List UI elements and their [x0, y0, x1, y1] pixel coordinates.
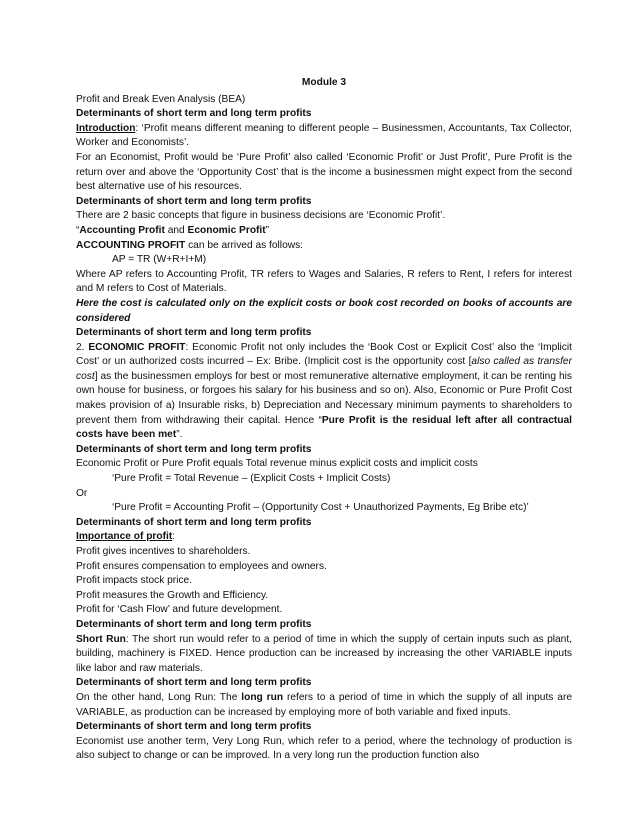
economic-text-1: : Economic Profit not only includes the ‘Book Cost or Explicit Cost’ also the ‘Implicit Cost’ or un authorized costs incurred – Ex: Bribe. (Implicit cost is the opportunity cost [ — [76, 341, 572, 368]
section-heading: Determinants of short term and long term profits — [76, 516, 312, 528]
long-run-text: refers to a period of time in which the supply of all inputs are VARIABLE, as production can be increased by employing more of both variable and fixed inputs. — [76, 691, 572, 718]
list-item: Profit measures the Growth and Efficiency. — [76, 589, 269, 601]
ap-formula: AP = TR (W+R+I+M) — [112, 254, 207, 266]
where-paragraph: Where AP refers to Accounting Profit, TR refers to Wages and Salaries, R refers to Rent, I refers for interest and M refers to Cost of Materials. — [76, 268, 572, 295]
formula-1: ‘Pure Profit = Total Revenue – (Explicit Costs + Implicit Costs) — [112, 473, 391, 485]
section-heading: Determinants of short term and long term profits — [76, 677, 312, 689]
and-word: and — [164, 224, 188, 236]
explicit-cost-note: Here the cost is calculated only on the explicit costs or book cost recorded on books of accounts are considered — [76, 297, 572, 324]
section-heading: Determinants of short term and long term profits — [76, 195, 312, 207]
accounting-definition — [76, 239, 572, 254]
economic-profit-paragraph — [76, 341, 572, 443]
transfer-cost-italic: also called as transfer cost — [76, 356, 572, 382]
section-heading: Determinants of short term and long term profits — [76, 327, 312, 339]
open-quote: “ — [76, 224, 80, 236]
long-run-paragraph — [76, 691, 572, 720]
two-concepts-line: There are 2 basic concepts that figure in business decisions are ‘Economic Profit’. — [76, 210, 446, 222]
or-line: Or — [76, 487, 88, 499]
accounting-label: ACCOUNTING PROFIT — [76, 239, 186, 251]
short-run-text: : The short run would refer to a period of time in which the supply of certain inputs such as plant, building, machinery is FIXED. Hence production can be increased by increasing the other VARIABLE inputs like labor and raw materials. — [76, 633, 572, 674]
short-run-label: Short Run — [76, 633, 126, 645]
importance-colon: : — [172, 531, 176, 543]
concepts-line — [76, 224, 572, 239]
introduction-label: Introduction — [76, 122, 136, 134]
importance-heading-line — [76, 530, 572, 545]
module-title: Module 3 — [301, 77, 347, 88]
section-heading: Determinants of short term and long term profits — [76, 721, 312, 733]
close-quote: ” — [265, 224, 270, 236]
economic-text-2: ] as the businessmen employs for best or most remunerative alternative employment, it can be renting his own house for business, or forgoes his salary for his business and so on). Also, Economic or Pure Profit Cost makes provision of a) Insurable risks, b) Depreciation and Necessary minimum payments to shareholders to prevent them from withdrawing their capital. Hence “ — [76, 370, 572, 426]
list-item: Profit for ‘Cash Flow’ and future development. — [76, 604, 283, 616]
list-item: Profit impacts stock price. — [76, 575, 193, 587]
introduction-paragraph — [76, 122, 572, 151]
accounting-profit-term: Accounting Profit — [79, 224, 165, 236]
very-long-run-paragraph: Economist use another term, Very Long Run, which refer to a period, where the technology of production is also subject to change or can be improved. In a very long run the production function also — [76, 735, 572, 762]
list-item: Profit ensures compensation to employees and owners. — [76, 560, 327, 572]
bea-line: Profit and Break Even Analysis (BEA) — [76, 93, 246, 105]
section-heading: Determinants of short term and long term profits — [76, 443, 312, 455]
economic-profit-term: Economic Profit — [187, 224, 266, 236]
importance-heading: Importance of profit — [76, 531, 173, 543]
economic-text-3: ”. — [176, 429, 183, 441]
residual-bold: Pure Profit is the residual left after all contractual costs have been met — [76, 414, 573, 441]
economic-prefix: 2. — [76, 341, 89, 353]
economic-equals-line: Economic Profit or Pure Profit equals Total revenue minus explicit costs and implicit costs — [76, 458, 478, 470]
list-item: Profit gives incentives to shareholders. — [76, 546, 251, 557]
section-heading: Determinants of short term and long term profits — [76, 108, 312, 120]
accounting-text: can be arrived as follows: — [185, 239, 304, 251]
long-run-pre: On the other hand, Long Run: The — [76, 691, 242, 703]
economist-paragraph: For an Economist, Profit would be ‘Pure Profit’ also called ‘Economic Profit’ or Just Profit’, Pure Profit is the return over and above the ‘Opportunity Cost’ that is the income a businessmen might expect from the second best alternative use of his resources. — [76, 151, 572, 193]
section-heading: Determinants of short term and long term profits — [76, 618, 312, 630]
formula-2: ‘Pure Profit = Accounting Profit – (Opportunity Cost + Unauthorized Payments, Eg Bribe etc)’ — [112, 502, 529, 514]
economic-label: ECONOMIC PROFIT — [88, 341, 186, 353]
long-run-label: long run — [241, 691, 284, 703]
introduction-text: : ‘Profit means different meaning to different people – Businessmen, Accountants, Tax Collector, Worker and Economists’. — [76, 122, 572, 149]
short-run-paragraph — [76, 633, 572, 677]
